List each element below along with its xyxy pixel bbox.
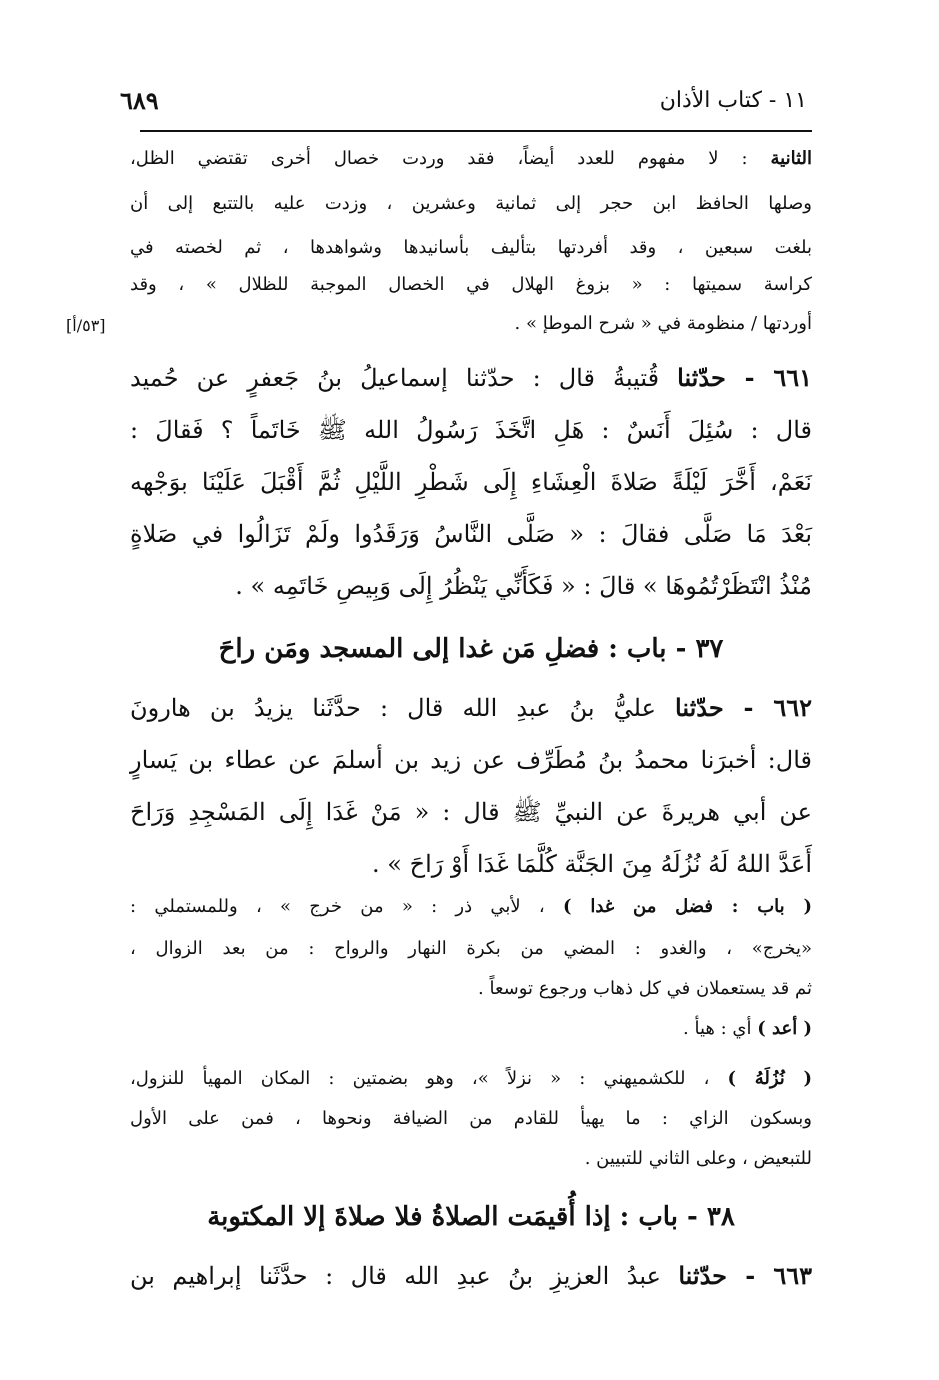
note-line-1: الثانية : لا مفهوم للعدد أيضاً، فقد وردت خصال أخرى تقتضي الظل، (130, 148, 812, 169)
commentary-nuzul-line-3: للتبعيض ، وعلى الثاني للتبيين . (584, 1148, 812, 1169)
commentary-nuzul-lead: ( نُزُلَهُ ) (727, 1068, 812, 1089)
hadith-661-line-2: قال : سُئِلَ أَنَسٌ : هَلِ اتَّخَذَ رَسُولُ الله ﷺ خَاتَماً ؟ فَقالَ : (130, 416, 812, 444)
chapter-heading-37: ٣٧ - باب : فضلِ مَن غدا إلى المسجد ومَن راحَ (218, 634, 724, 664)
hadith-662-line-3: عن أبي هريرةَ عن النبيِّ ﷺ قال : « مَنْ غَدَا إِلَى المَسْجِدِ وَرَاحَ (130, 798, 812, 826)
hadith-663-line-1: ٦٦٣ - حدّثنا عبدُ العزيزِ بنُ عبدِ الله قال : حدَّثَنا إبراهيم بن (130, 1261, 812, 1290)
hadith-661-line-1: ٦٦١ - حدّثنا قُتيبةُ قال : حدّثنا إسماعيلُ بنُ جَعفرٍ عن حُميد (130, 363, 812, 392)
running-header-title: ١١ - كتاب الأذان (659, 88, 807, 113)
hadith-661-line-3: نَعَمْ، أَخَّرَ لَيْلَةً صَلاةَ الْعِشَاءِ إِلَى شَطْرِ اللَّيْلِ ثُمَّ أَقْبَلَ عَلَيْنَا بوَجْهه (130, 468, 812, 496)
manuscript-folio-ref: [٥٣/أ] (66, 316, 106, 335)
commentary-aad-lead: ( أعد ) (757, 1018, 812, 1039)
hadith-663-lead: ٦٦٣ - حدّثنا (678, 1261, 812, 1290)
commentary-bab-line-1: ( باب : فضل من غدا ) ، لأبي ذر : « من خرج » ، وللمستملي : (130, 896, 812, 917)
note-line-2: وصلها الحافظ ابن حجر إلى ثمانية وعشرين ، وزدت عليه بالتتبع إلى أن (130, 193, 812, 214)
chapter-heading-38: ٣٨ - باب : إذا أُقيمَت الصلاةُ فلا صلاةَ إلا المكتوبة (207, 1202, 735, 1232)
hadith-662-line-1: ٦٦٢ - حدّثنا عليُّ بنُ عبدِ الله قال : حدَّثَنا يزيدُ بن هارونَ (130, 693, 812, 722)
hadith-662-line-4: أَعَدَّ اللهُ لَهُ نُزُلَهُ مِنَ الجَنَّة كُلَّمَا غَدَا أَوْ رَاحَ » . (372, 850, 812, 878)
hadith-662-line-2: قال: أخبرَنا محمدُ بنُ مُطَرِّف عن زيد بن أسلمَ عن عطاء بن يَسارٍ (130, 746, 812, 774)
commentary-bab-line-3: ثم قد يستعملان في كل ذهاب ورجوع توسعاً . (478, 978, 812, 999)
page-number: ٦٨٩ (120, 86, 159, 115)
note-lead: الثانية (770, 148, 812, 169)
hadith-662-lead: ٦٦٢ - حدّثنا (675, 693, 812, 722)
commentary-bab-lead: ( باب : فضل من غدا ) (563, 896, 812, 917)
commentary-aad-line: ( أعد ) أي : هيأ . (683, 1018, 812, 1039)
header-rule (140, 130, 812, 132)
hadith-661-lead: ٦٦١ - حدّثنا (677, 363, 812, 392)
hadith-661-line-5: مُنْذُ انْتَظَرْتُمُوهَا » قالَ : « فَكَأَنِّي يَنْظُرُ إِلَى وَبِيصِ خَاتَمِه » . (235, 572, 812, 600)
hadith-661-line-4: بَعْدَ مَا صَلَّى فقالَ : « صَلَّى النَّاسُ وَرَقَدُوا ولَمْ تَزَالُوا في صَلاةٍ (130, 520, 812, 548)
note-line-4: كراسة سميتها : « بزوغ الهلال في الخصال الموجبة للظلال » ، وقد (130, 274, 812, 295)
note-line-3: بلغت سبعين ، وقد أفردتها بتأليف بأسانيدها وشواهدها ، ثم لخصته في (130, 237, 812, 258)
commentary-nuzul-line-2: وبسكون الزاي : ما يهيأ للقادم من الضيافة ونحوها ، فمن على الأول (130, 1108, 812, 1129)
commentary-nuzul-line-1: ( نُزُلَهُ ) ، للكشميهني : « نزلاً »، وهو بضمتين : المكان المهيأ للنزول، (130, 1068, 812, 1089)
commentary-bab-line-2: «يخرج» ، والغدو : المضي من بكرة النهار والرواح : من بعد الزوال ، (130, 938, 812, 959)
note-line-5: أوردتها / منظومة في « شرح الموطإ » . (514, 313, 812, 334)
